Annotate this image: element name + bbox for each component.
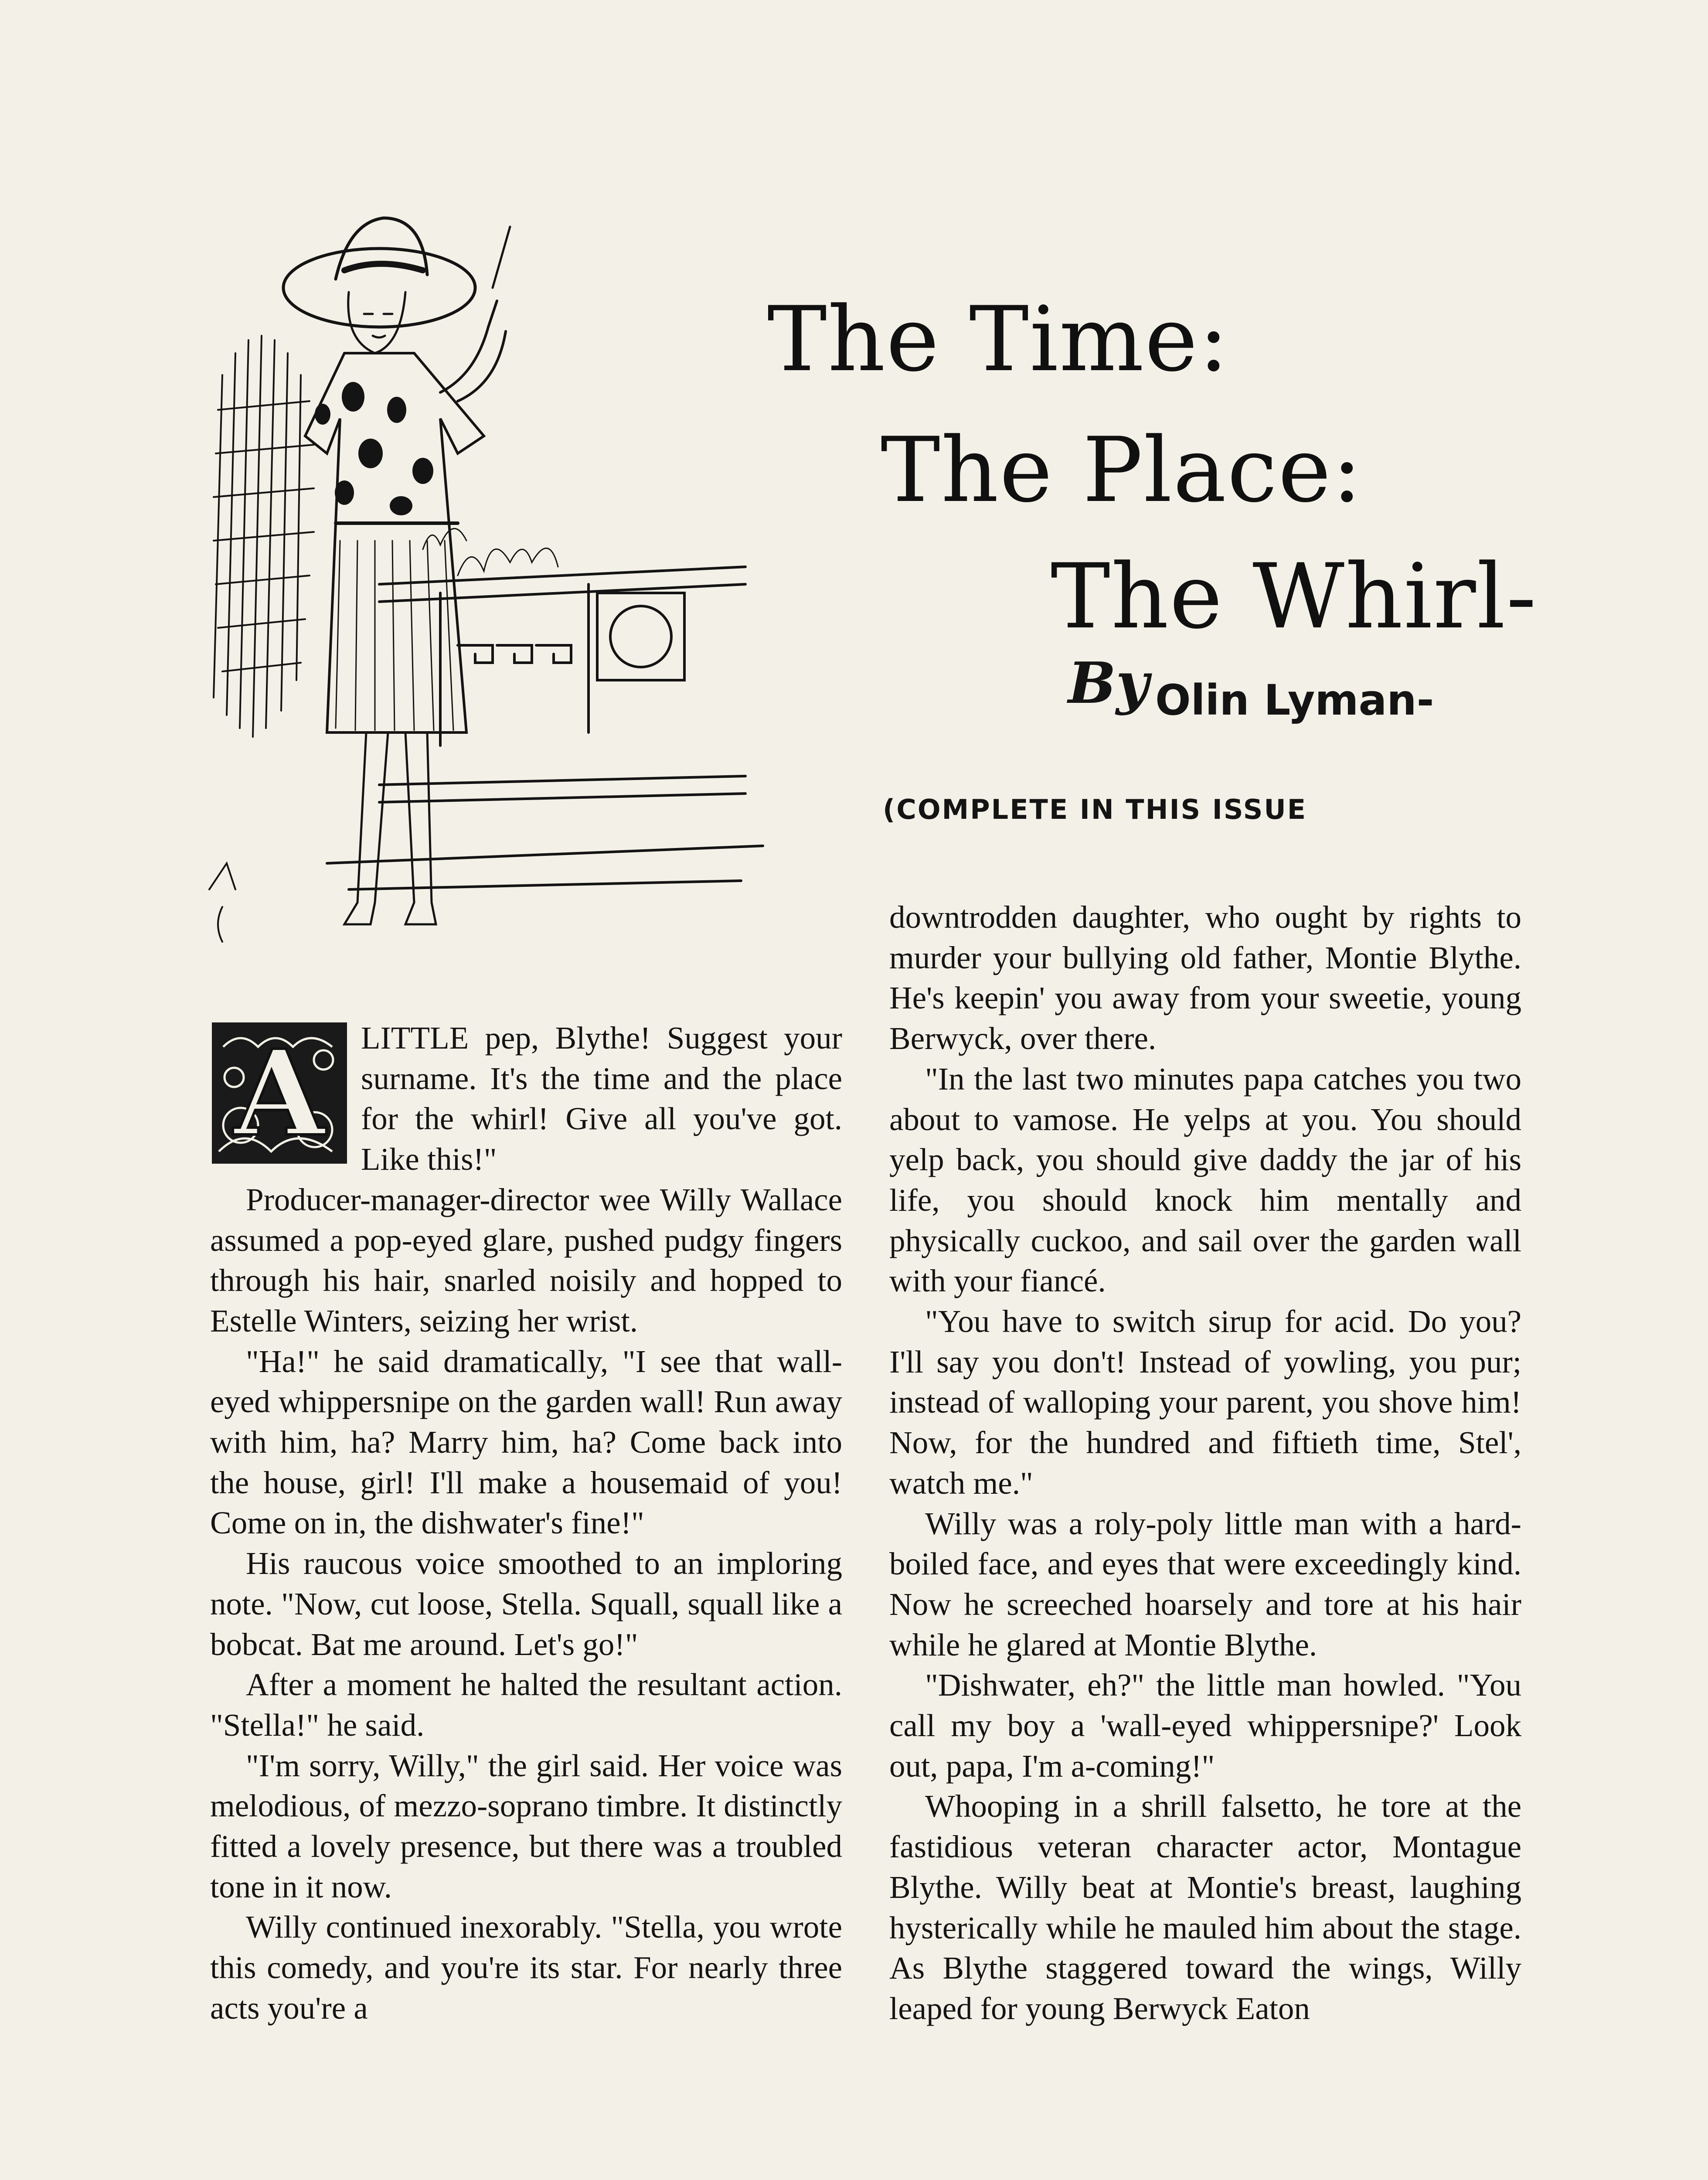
paragraph: "Ha!" he said dramatically, "I see that wall-eyed whippersnipe on the garden wall! Run away with him, ha? Marry him, ha? Come back into the house, girl! I'll make a housemaid of you! Come on in, the dishwater's fine!" <box>210 1343 842 1541</box>
paragraph: After a moment he halted the resultant action. "Stella!" he said. <box>210 1667 842 1743</box>
paragraph: Producer-manager-director wee Willy Wallace assumed a pop-eyed glare, pushed pudgy fingers through his hair, snarled noisily and hopped to Estelle Winters, seizing her wrist. <box>210 1182 842 1339</box>
title-line-3: The Whirl- <box>1051 545 1538 649</box>
author-name: Olin Lyman- <box>1155 676 1434 725</box>
drop-cap-letter: A <box>234 1023 325 1162</box>
complete-note: (COMPLETE IN THIS ISSUE <box>883 794 1307 825</box>
paragraph: LITTLE pep, Blythe! Suggest your surname. It's the time and the place for the whirl! Give all you've got. Like this!" <box>361 1020 842 1177</box>
paragraph: Whooping in a shrill falsetto, he tore at the fastidious veteran character actor, Montague Blythe. Willy beat at Montie's breast, laughing hysterically while he mauled him about the stage. As Blythe staggered toward the wings, Willy leaped for young Berwyck Eaton <box>889 1788 1521 2026</box>
paragraph: Willy continued inexorably. "Stella, you wrote this comedy, and you're its star. For nearly three acts you're a <box>210 1909 842 2026</box>
byline <box>1068 650 1460 737</box>
story-title-block <box>750 288 1538 855</box>
text-column-right <box>889 897 1521 2029</box>
paragraph: "You have to switch sirup for acid. Do you? I'll say you don't! Instead of yowling, you pur; instead of walloping your parent, you shove him! Now, for the hundred and fiftieth time, Stel', watch me." <box>889 1304 1521 1501</box>
by-label: By <box>1068 650 1149 716</box>
title-line-1: The Time: <box>767 288 1230 392</box>
drop-cap <box>210 1021 349 1165</box>
story-illustration <box>196 209 772 972</box>
title-line-2: The Place: <box>881 419 1363 522</box>
paragraph: "I'm sorry, Willy," the girl said. Her voice was melodious, of mezzo-soprano timbre. It distinctly fitted a lovely presence, but there was a troubled tone in it now. <box>210 1747 842 1904</box>
paragraph: Willy was a roly-poly little man with a hard-boiled face, and eyes that were exceedingly kind. Now he screeched hoarsely and tore at his hair while he glared at Montie Blythe. <box>889 1506 1521 1662</box>
paragraph: "In the last two minutes papa catches you two about to vamose. He yelps at you. You should yelp back, you should give daddy the jar of his life, you should knock him mentally and physically cuckoo, and sail over the garden wall with your fiancé. <box>889 1061 1521 1299</box>
paragraph: "Dishwater, eh?" the little man howled. "You call my boy a 'wall-eyed whippersnipe?' Look out, papa, I'm a-coming!" <box>889 1667 1521 1784</box>
paragraph: His raucous voice smoothed to an imploring note. "Now, cut loose, Stella. Squall, squall like a bobcat. Bat me around. Let's go!" <box>210 1546 842 1662</box>
text-column-left <box>210 1018 842 2029</box>
paragraph: downtrodden daughter, who ought by rights to murder your bullying old father, Montie Blythe. He's keepin' you away from your sweetie, young Berwyck, over there. <box>889 899 1521 1056</box>
